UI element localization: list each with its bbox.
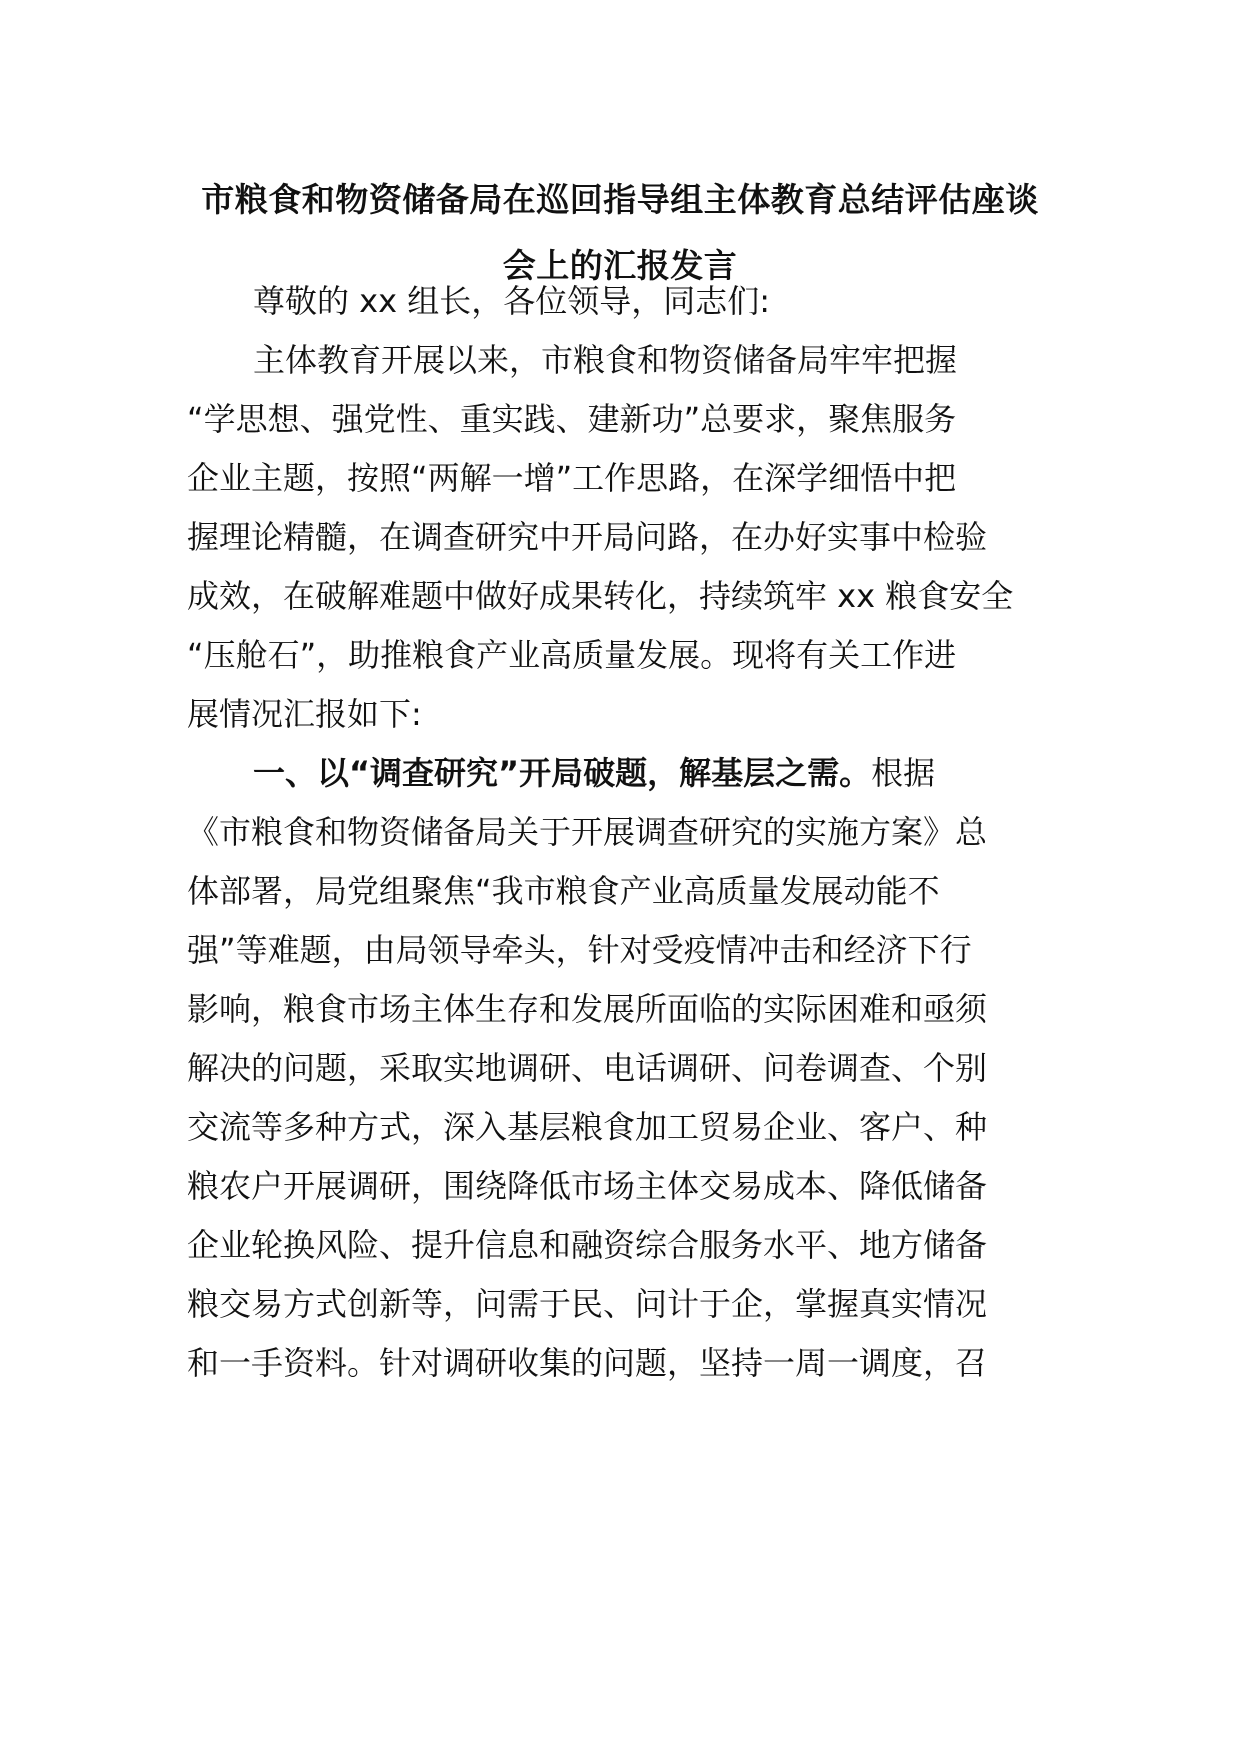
section-1-heading: 一、以“调查研究”开局破题，解基层之需。 [253,754,872,792]
section-1-line: 解决的问题，采取实地调研、电话调研、问卷调查、个别 [187,1049,988,1087]
paragraph-1-line: 成效，在破解难题中做好成果转化，持续筑牢 xx 粮食安全 [187,577,1014,615]
section-1-line: 影响，粮食市场主体生存和发展所面临的实际困难和亟须 [187,990,988,1028]
paragraph-1-line: 主体教育开展以来，市粮食和物资储备局牢牢把握 [253,341,958,379]
salutation: 尊敬的 xx 组长，各位领导，同志们: [253,282,771,320]
section-1-line: 交流等多种方式，深入基层粮食加工贸易企业、客户、种 [187,1108,988,1146]
section-1-line: 体部署，局党组聚焦“我市粮食产业高质量发展动能不 [187,872,940,910]
paragraph-1-line: 企业主题，按照“两解一增”工作思路，在深学细悟中把 [187,459,957,497]
section-1-line: 粮交易方式创新等，问需于民、问计于企，掌握真实情况 [187,1285,988,1323]
paragraph-1-line: “学思想、强党性、重实践、建新功”总要求，聚焦服务 [187,400,957,438]
section-1-first-line [253,755,1133,791]
section-1-first-line-tail: 根据 [871,754,936,792]
document-title-line-1: 市粮食和物资储备局在巡回指导组主体教育总结评估座谈 [201,180,1039,219]
paragraph-1-line: 展情况汇报如下: [187,695,422,733]
section-1-line: 《市粮食和物资储备局关于开展调查研究的实施方案》总 [187,813,988,851]
paragraph-1-line: 握理论精髓，在调查研究中开局问路，在办好实事中检验 [187,518,988,556]
paragraph-1-line: “压舱石”，助推粮食产业高质量发展。现将有关工作进 [187,636,957,674]
section-1-line: 强”等难题，由局领导牵头，针对受疫情冲击和经济下行 [187,931,972,969]
section-1-line: 企业轮换风险、提升信息和融资综合服务水平、地方储备 [187,1226,988,1264]
section-1-line: 粮农户开展调研，围绕降低市场主体交易成本、降低储备 [187,1167,988,1205]
document-title-line-2: 会上的汇报发言 [502,246,738,285]
section-1-line: 和一手资料。针对调研收集的问题，坚持一周一调度，召 [187,1344,988,1382]
